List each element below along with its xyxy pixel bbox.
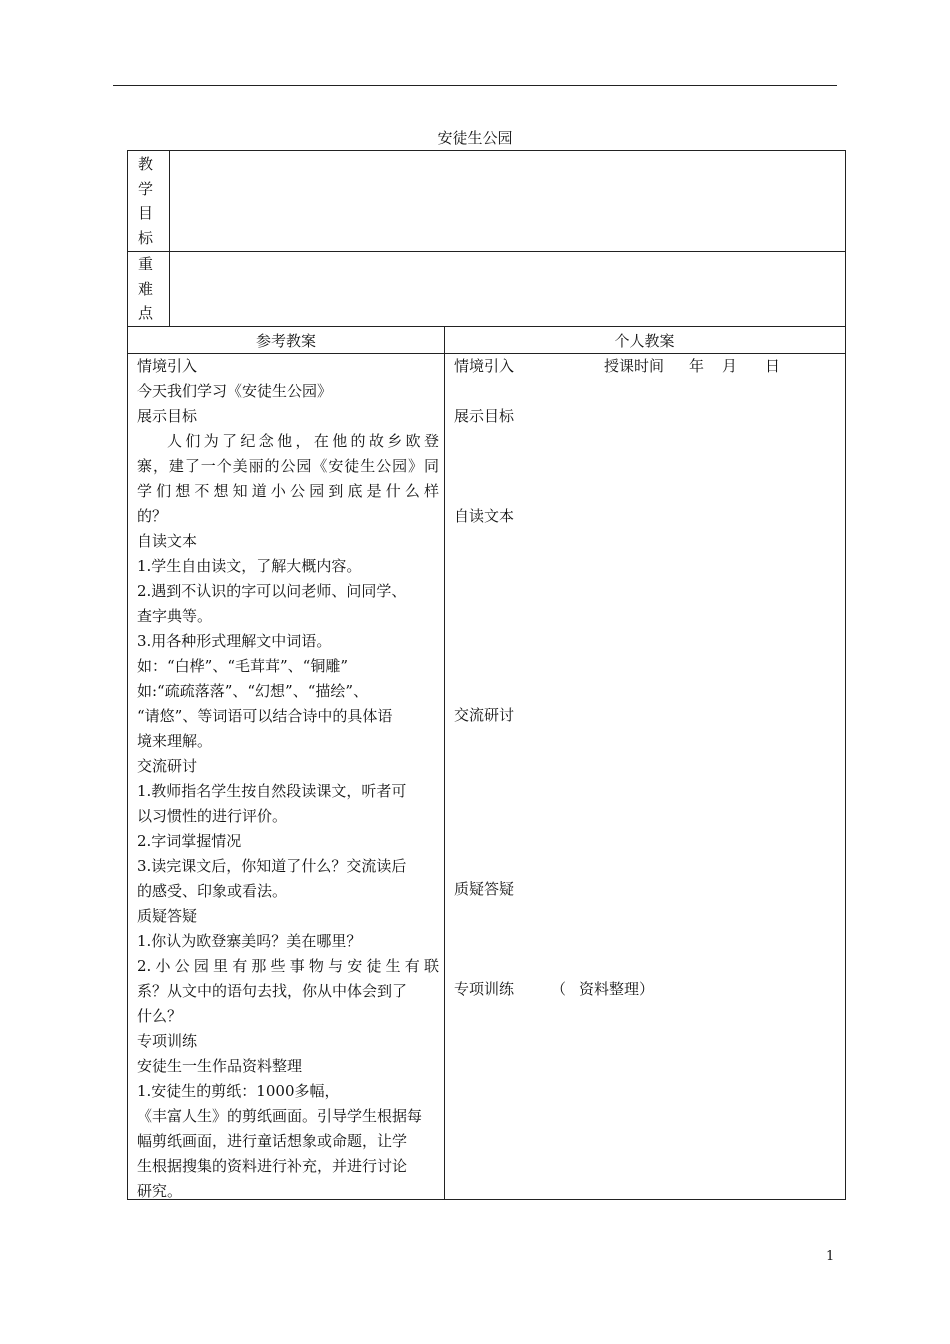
label-char: 标 xyxy=(138,229,154,247)
key-difficult-label xyxy=(128,251,170,326)
text-line: 自读文本 xyxy=(137,532,198,550)
text-line: 生根据搜集的资料进行补充，并进行讨论 xyxy=(137,1157,408,1175)
text-line: 研究。 xyxy=(137,1182,183,1200)
text-line: 以习惯性的进行评价。 xyxy=(137,807,288,825)
text-line: 质疑答疑 xyxy=(137,907,198,925)
year-label: 年 xyxy=(689,357,705,375)
label-char: 教 xyxy=(138,155,154,173)
text-line: 展示目标 xyxy=(137,407,198,425)
text-line: 3.读完课文后，你知道了什么？交流读后 xyxy=(137,857,407,875)
text-line: 如:“疏疏落落”、“幻想”、“描绘”、 xyxy=(137,682,369,700)
text-line: 1.教师指名学生按自然段读课文，听者可 xyxy=(137,782,407,800)
text-line: 情境引入 xyxy=(137,357,198,375)
text-line: 交流研讨 xyxy=(137,757,198,775)
label-char: 目 xyxy=(138,204,154,222)
text-line: 2.遇到不认识的字可以问老师、问同学、 xyxy=(137,582,407,600)
text-line: 今天我们学习《安徒生公园》 xyxy=(137,382,333,400)
text-line: 学们想不想知道小公园到底是什么样 xyxy=(137,482,439,500)
text-line: 1.学生自由读文，了解大概内容。 xyxy=(137,557,362,575)
text-line: 3.用各种形式理解文中词语。 xyxy=(137,632,332,650)
day-label: 日 xyxy=(765,357,781,375)
text-line: 幅剪纸画面，进行童话想象或命题，让学 xyxy=(137,1132,408,1150)
column-header-row xyxy=(128,326,845,354)
document-title: 安徒生公园 xyxy=(437,129,513,147)
personal-training-heading: 专项训练 xyxy=(454,980,515,998)
text-line: 1.你认为欧登寨美吗？美在哪里？ xyxy=(137,932,362,950)
text-line: 查字典等。 xyxy=(137,607,213,625)
text-line: 1.安徒生的剪纸：1000多幅， xyxy=(137,1082,340,1100)
teaching-goal-row xyxy=(128,151,845,252)
personal-goal-heading: 展示目标 xyxy=(454,407,515,425)
text-line: 《丰富人生》的剪纸画面。引导学生根据每 xyxy=(137,1107,423,1125)
text-line: 专项训练 xyxy=(137,1032,198,1050)
training-note-open: （ xyxy=(551,980,567,998)
training-note: 资料整理） xyxy=(579,980,655,998)
label-char: 重 xyxy=(138,255,154,273)
personal-discuss-heading: 交流研讨 xyxy=(454,706,515,724)
personal-intro-heading xyxy=(454,354,514,379)
header-rule xyxy=(113,85,837,86)
text-line: 什么？ xyxy=(137,1007,183,1025)
label-char: 难 xyxy=(138,280,154,298)
page-number: 1 xyxy=(826,1249,835,1264)
label-char: 点 xyxy=(138,304,154,322)
class-time-label: 授课时间 xyxy=(604,357,665,375)
text-line: 的？ xyxy=(137,507,168,525)
personal-read-heading: 自读文本 xyxy=(454,507,515,525)
text-line: 2.字词掌握情况 xyxy=(137,832,242,850)
text-line: 寨，建了一个美丽的公园《安徒生公园》同 xyxy=(137,457,439,475)
reference-plan-content xyxy=(137,354,439,1204)
reference-plan-header: 参考教案 xyxy=(255,332,316,350)
text-line: 境来理解。 xyxy=(137,732,213,750)
text-line: 安徒生一生作品资料整理 xyxy=(137,1057,303,1075)
text-line: 2.小公园里有那些事物与安徒生有联 xyxy=(137,957,439,975)
text-line: 人们为了纪念他，在他的故乡欧登 xyxy=(167,432,439,450)
column-divider xyxy=(444,326,445,1200)
text-line: 的感受、印象或看法。 xyxy=(137,882,288,900)
lesson-plan-table xyxy=(127,150,846,1200)
text-line: 如：“白桦”、“毛茸茸”、“铜雕” xyxy=(137,657,349,675)
teaching-goal-label xyxy=(128,151,170,251)
intro-label: 情境引入 xyxy=(454,357,515,375)
personal-qa-heading: 质疑答疑 xyxy=(454,880,515,898)
text-line: 系？从文中的语句去找，你从中体会到了 xyxy=(137,982,408,1000)
month-label: 月 xyxy=(722,357,738,375)
text-line: “请悠”、等词语可以结合诗中的具体语 xyxy=(137,707,393,725)
personal-plan-header: 个人教案 xyxy=(614,332,675,350)
key-difficult-row xyxy=(128,251,845,327)
label-char: 学 xyxy=(138,180,154,198)
